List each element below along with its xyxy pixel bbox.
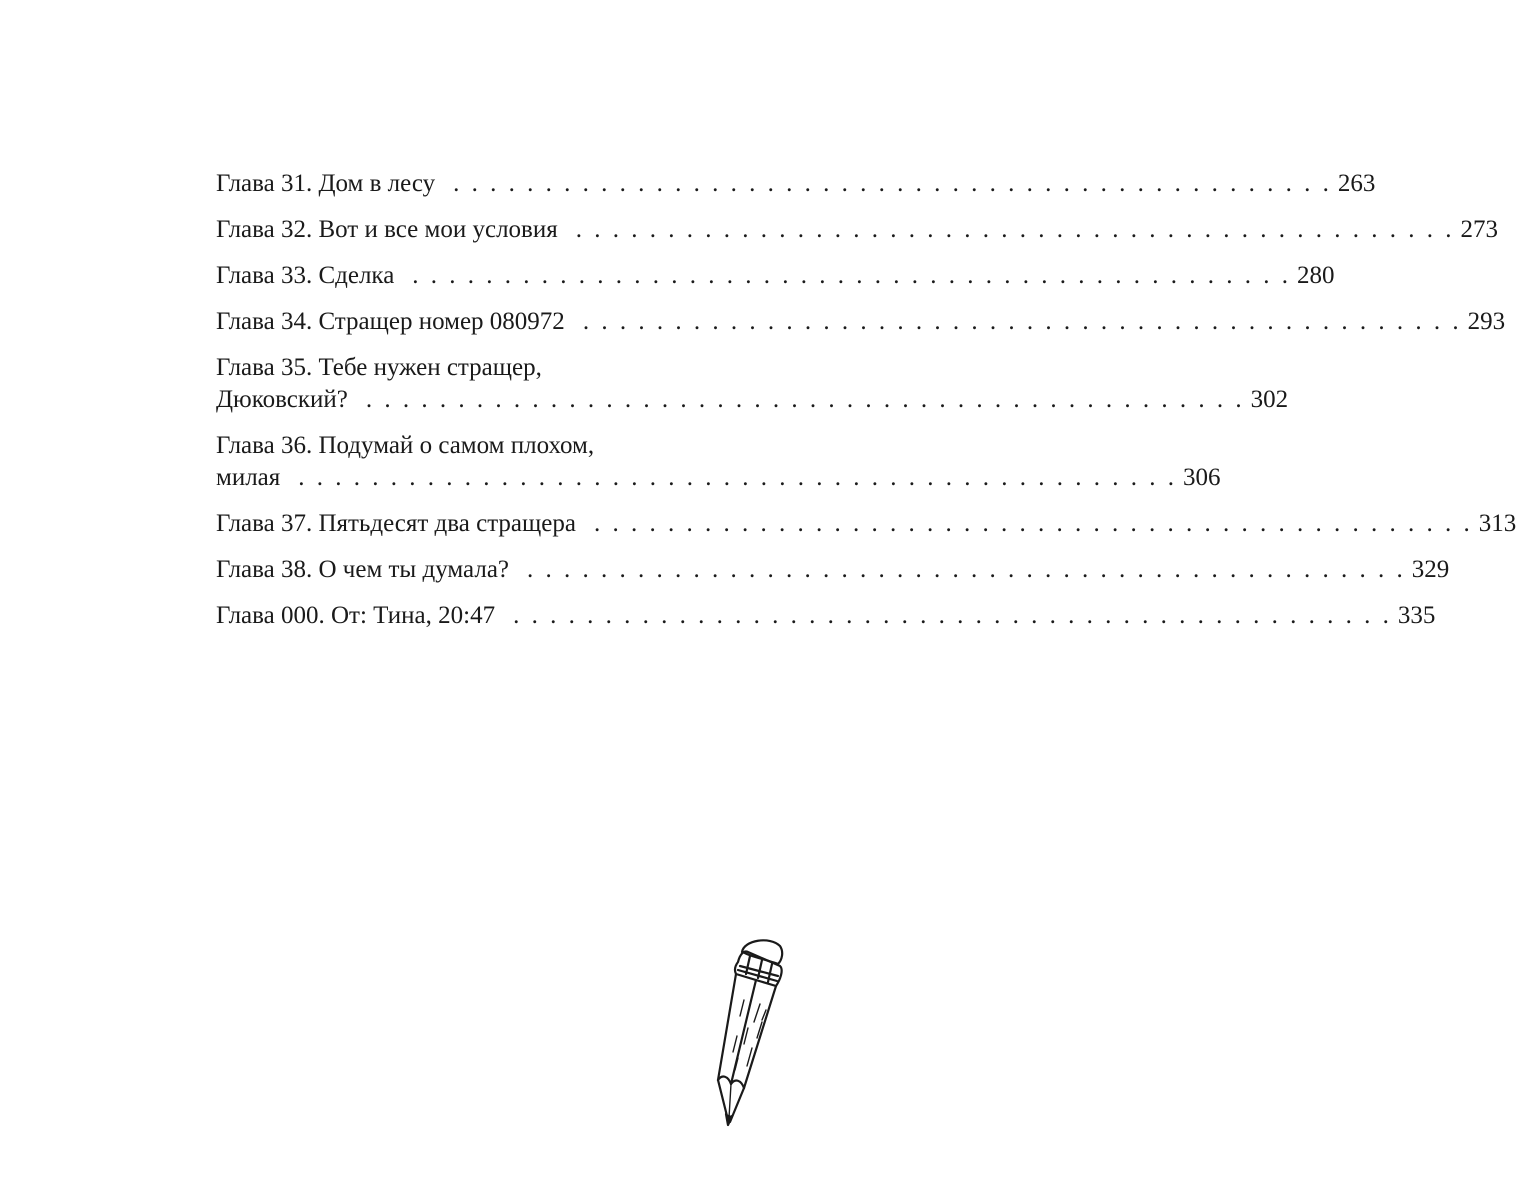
dot-leader: . . . . . . . . . . . . . . . . . . . . . . . . . . . . . . . . . . . . . . . . . . . . . . . . (365, 386, 1245, 413)
toc-entry-title-line2: Дюковский? (216, 386, 348, 413)
toc-entry-title: Глава 31. Дом в лесу (216, 170, 436, 197)
dot-leader: . . . . . . . . . . . . . . . . . . . . . . . . . . . . . . . . . . . . . . . . . . . . . . . . (412, 262, 1292, 289)
dot-leader: . . . . . . . . . . . . . . . . . . . . . . . . . . . . . . . . . . . . . . . . . . . . . . . . (513, 602, 1392, 629)
toc-entry-35[interactable] (216, 352, 1289, 416)
toc-entry-title: Глава 000. От: Тина, 20:47 (216, 602, 496, 629)
toc-entry-000[interactable] (216, 600, 1436, 632)
toc-entry-page: 306 (1183, 464, 1221, 491)
toc-entry-title: Глава 37. Пятьдесят два стращера (216, 510, 576, 537)
toc-entry-title: Глава 38. О чем ты думала? (216, 556, 510, 583)
toc-entry-title: Глава 34. Стращер номер 080972 (216, 308, 565, 335)
toc-entry-33[interactable] (216, 260, 1335, 292)
toc-entry-38[interactable] (216, 554, 1450, 586)
toc-entry-title-line2: милая (216, 464, 281, 491)
toc-entry-page: 302 (1250, 386, 1289, 413)
toc-entry-page: 280 (1297, 262, 1335, 289)
toc-entry-title-line1: Глава 36. Подумай о самом плохом, (216, 432, 595, 459)
dot-leader: . . . . . . . . . . . . . . . . . . . . . . . . . . . . . . . . . . . . . . . . . . . . . . . . (298, 464, 1178, 491)
pencil-icon (700, 930, 800, 1135)
toc-entry-title-line1: Глава 35. Тебе нужен стращер, (216, 354, 542, 381)
toc-entry-page: 263 (1337, 170, 1376, 197)
toc-entry-page: 313 (1478, 510, 1516, 537)
toc-entry-32[interactable] (216, 214, 1498, 246)
toc-entry-34[interactable] (216, 306, 1506, 338)
dot-leader: . . . . . . . . . . . . . . . . . . . . . . . . . . . . . . . . . . . . . . . . . . . . . . . . (593, 510, 1473, 537)
dot-leader: . . . . . . . . . . . . . . . . . . . . . . . . . . . . . . . . . . . . . . . . . . . . . . . . (575, 216, 1455, 243)
dot-leader: . . . . . . . . . . . . . . . . . . . . . . . . . . . . . . . . . . . . . . . . . . . . . . . . (453, 170, 1332, 197)
dot-leader: . . . . . . . . . . . . . . . . . . . . . . . . . . . . . . . . . . . . . . . . . . . . . . . . (582, 308, 1462, 335)
toc-entry-36[interactable] (216, 430, 1221, 494)
toc-entry-37[interactable] (216, 508, 1516, 540)
toc-entry-31[interactable] (216, 168, 1376, 200)
toc-entry-title: Глава 33. Сделка (216, 262, 395, 289)
table-of-contents (216, 168, 1516, 646)
toc-entry-title: Глава 32. Вот и все мои условия (216, 216, 558, 243)
toc-entry-page: 273 (1460, 216, 1498, 243)
dot-leader: . . . . . . . . . . . . . . . . . . . . . . . . . . . . . . . . . . . . . . . . . . . . . . . . (527, 556, 1406, 583)
toc-entry-page: 335 (1397, 602, 1436, 629)
toc-entry-page: 293 (1467, 308, 1506, 335)
toc-entry-page: 329 (1411, 556, 1450, 583)
